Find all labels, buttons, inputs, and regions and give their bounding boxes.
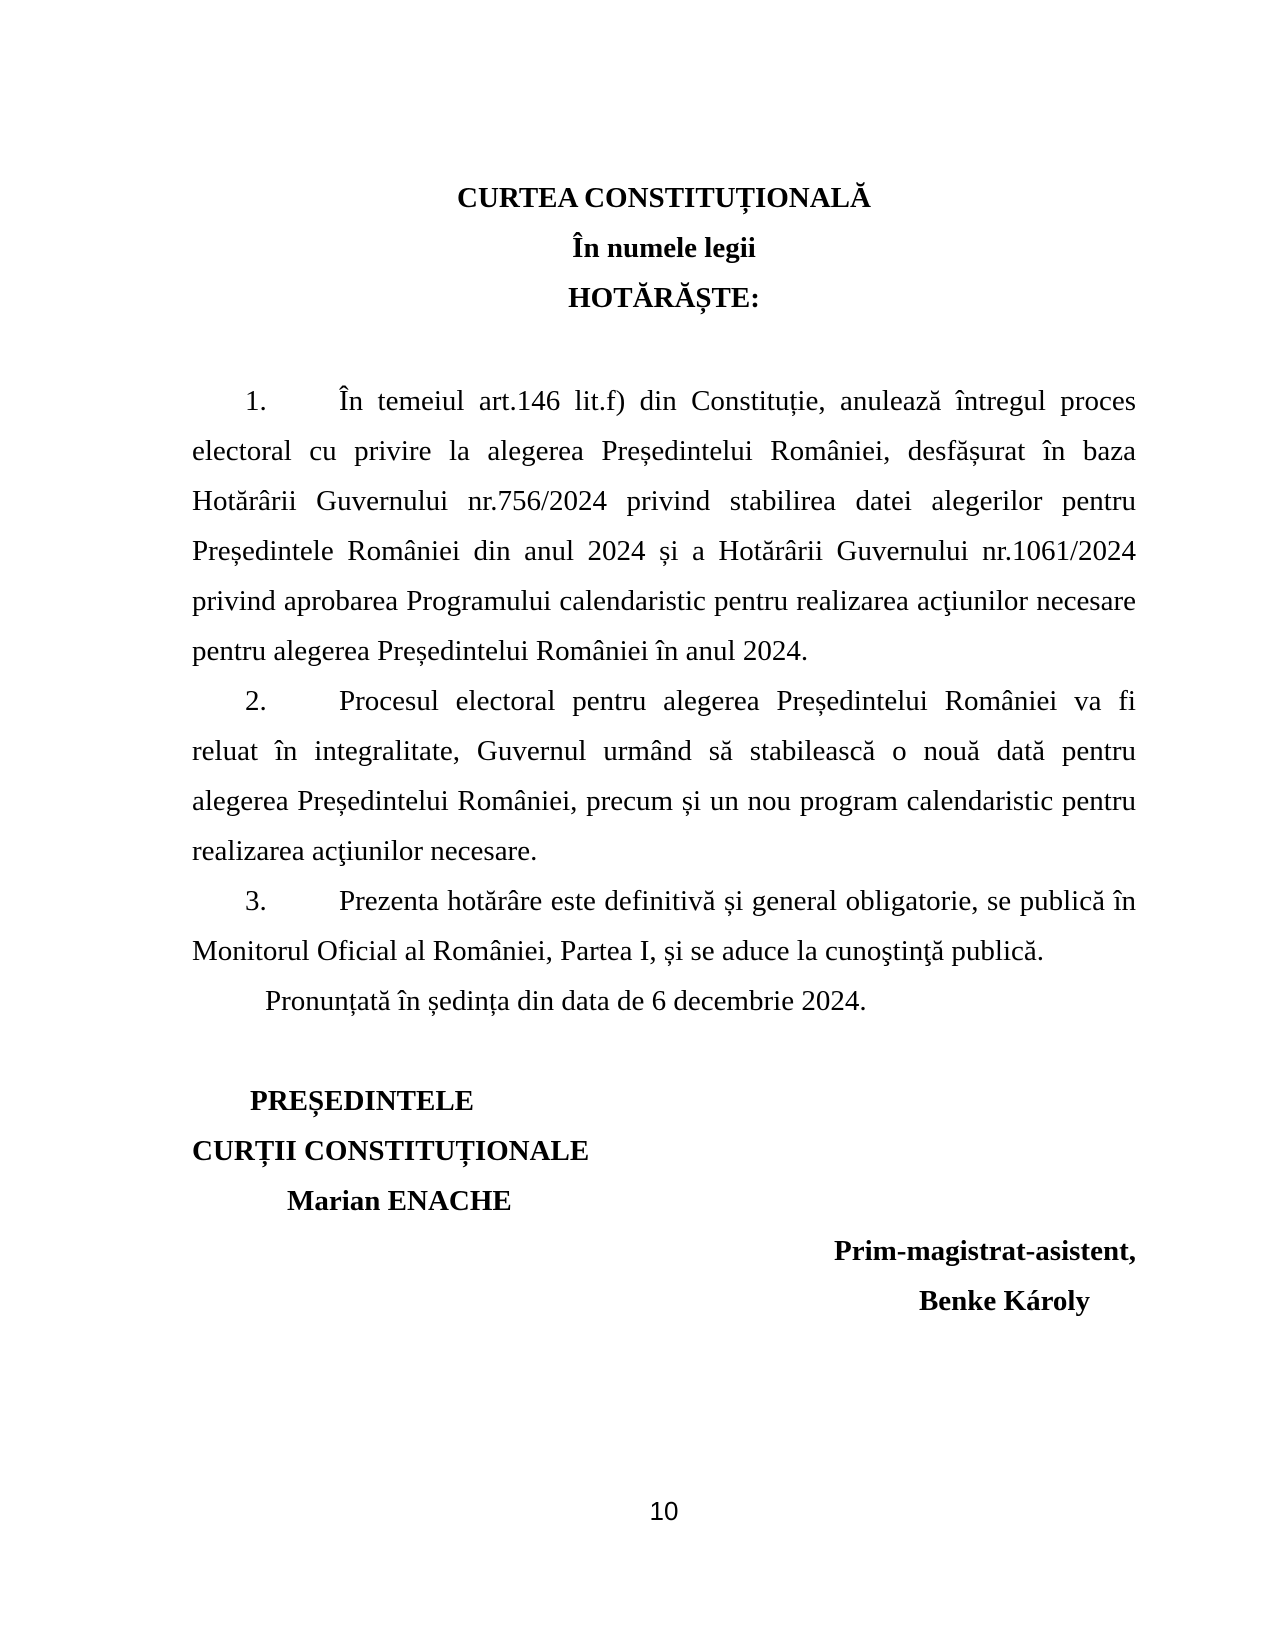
heading-court-name: CURTEA CONSTITUȚIONALĂ: [457, 182, 871, 214]
paragraph-1-number: 1.: [245, 385, 267, 417]
document-content: [192, 0, 1136, 1326]
paragraph-1-text: În temeiul art.146 lit.f) din Constituție, anulează întregul proces electoral cu privire la alegerea Președintelui României, desfășurat în baza Hotărârii Guvernului nr.756/2024 privind stabilirea datei alegerilor pentru Președintele României din anul 2024 și a Hotărârii Guvernului nr.1061/2024 privind aprobarea Programului calendaristic pentru realizarea acţiunilor necesare pentru alegerea Președintelui României în anul 2024.: [192, 385, 1136, 667]
assistant-title: Prim-magistrat-asistent,: [834, 1235, 1136, 1267]
signature-block-president: [192, 1076, 1136, 1226]
paragraph-2: [192, 676, 1136, 876]
president-title-line1: PREȘEDINTELE: [250, 1085, 475, 1117]
paragraph-3-text: Prezenta hotărâre este definitivă și general obligatorie, se publică în Monitorul Oficial al României, Partea I, și se aduce la cunoştinţă publică.: [192, 885, 1136, 967]
document-heading: [192, 0, 1136, 323]
pronouncement-line: Pronunțată în ședința din data de 6 decembrie 2024.: [265, 985, 867, 1017]
paragraph-2-text: Procesul electoral pentru alegerea Președintelui României va fi reluat în integralitate, Guvernul urmând să stabilească o nouă dată pentru alegerea Președintelui României, precum și un nou program calendaristic pentru realizarea acţiunilor necesare.: [192, 685, 1136, 867]
paragraph-3-number: 3.: [245, 885, 267, 917]
heading-in-the-name-of-law: În numele legii: [572, 232, 756, 264]
president-title-line2: CURȚII CONSTITUȚIONALE: [192, 1135, 590, 1167]
president-name: Marian ENACHE: [287, 1185, 512, 1217]
paragraph-1: [192, 376, 1136, 676]
heading-decides: HOTĂRĂȘTE:: [568, 282, 760, 314]
page-number: 10: [649, 1496, 679, 1526]
paragraph-2-number: 2.: [245, 685, 267, 717]
assistant-name: Benke Károly: [918, 1285, 1090, 1317]
signature-block-assistant: [192, 1226, 1136, 1326]
paragraph-3: [192, 876, 1136, 976]
